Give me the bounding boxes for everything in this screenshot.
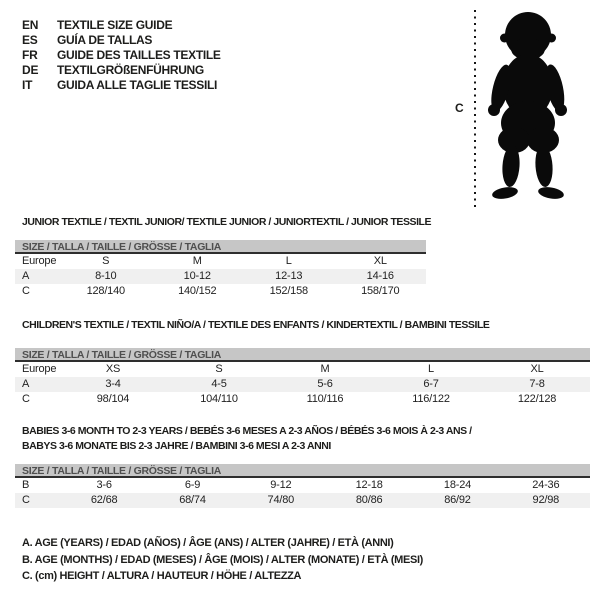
language-code: ES (22, 33, 38, 47)
table-row (15, 392, 590, 407)
height-cell: 116/122 (412, 393, 450, 405)
age-cell: 3-6 (96, 479, 112, 491)
table-row (15, 284, 426, 299)
height-cell: 122/128 (517, 393, 557, 405)
row-label: Europe (22, 363, 57, 375)
guide-title-fr: GUIDE DES TAILLES TEXTILE (57, 48, 221, 62)
size-header-cell: M (192, 255, 202, 267)
measure-c-label: C (455, 101, 464, 115)
table-row (15, 269, 426, 284)
table-row (15, 478, 590, 493)
height-measure-dotted-line (474, 10, 476, 207)
age-cell: 3-4 (105, 378, 121, 390)
age-cell: 24-36 (532, 479, 560, 491)
guide-title-de: TEXTILGRÖßENFÜHRUNG (57, 63, 204, 77)
row-label: A (22, 270, 30, 282)
size-header-cell: XS (105, 363, 121, 375)
size-header-cell: XL (373, 255, 387, 267)
size-header-cell: S (102, 255, 110, 267)
row-label: C (22, 494, 30, 506)
legend-row-fr (22, 48, 221, 63)
junior-section-heading: JUNIOR TEXTILE / TEXTIL JUNIOR/ TEXTILE JUNIOR / JUNIORTEXTIL / JUNIOR TESSILE (22, 216, 432, 228)
row-label: C (22, 393, 30, 405)
babies-heading-line2: BABYS 3-6 MONATE BIS 2-3 JAHRE / BAMBINI 3-6 MESI A 2-3 ANNI (22, 440, 331, 452)
junior-size-table (15, 240, 426, 299)
legend-row-en (22, 18, 221, 33)
table-row (15, 377, 590, 392)
height-cell: 110/116 (306, 393, 344, 405)
language-code: IT (22, 78, 33, 92)
row-label: A (22, 378, 30, 390)
height-cell: 152/158 (269, 285, 308, 297)
legend-row-es (22, 33, 221, 48)
note-age-years: A. AGE (YEARS) / EDAD (AÑOS) / ÂGE (ANS) / ALTER (JAHRE) / ETÀ (ANNI) (22, 537, 394, 549)
language-code: FR (22, 48, 38, 62)
age-cell: 6-7 (423, 378, 439, 390)
children-size-bar: SIZE / TALLA / TAILLE / GRÖSSE / TAGLIA (15, 348, 590, 362)
table-row (15, 362, 590, 377)
height-cell: 104/110 (200, 393, 238, 405)
age-cell: 6-9 (184, 479, 201, 491)
babies-heading-line1: BABIES 3-6 MONTH TO 2-3 YEARS / BEBÉS 3-6 MESES A 2-3 AÑOS / BÉBÉS 3-6 MOIS À 2-3 ANS / (22, 425, 472, 437)
note-height-cm: C. (cm) HEIGHT / ALTURA / HAUTEUR / HÖHE / ALTEZZA (22, 570, 302, 582)
size-header-cell: S (215, 363, 223, 375)
height-cell: 68/74 (179, 494, 206, 506)
height-cell: 98/104 (96, 393, 130, 405)
height-cell: 158/170 (361, 285, 400, 297)
height-cell: 140/152 (178, 285, 217, 297)
age-cell: 4-5 (211, 378, 227, 390)
height-cell: 74/80 (267, 494, 295, 506)
size-header-cell: L (428, 363, 434, 375)
babies-section-heading (22, 424, 472, 454)
language-code: EN (22, 18, 39, 32)
row-label: C (22, 285, 30, 297)
row-label: B (22, 479, 30, 491)
age-cell: 18-24 (443, 479, 472, 491)
babies-size-table (15, 464, 590, 508)
table-row (15, 493, 590, 508)
note-age-months: B. AGE (MONTHS) / EDAD (MESES) / ÂGE (MOIS) / ALTER (MONATE) / ETÀ (MESI) (22, 553, 423, 566)
guide-title-it: GUIDA ALLE TAGLIE TESSILI (57, 78, 218, 92)
legend-notes (22, 535, 423, 585)
height-cell: 62/68 (90, 494, 118, 506)
height-cell: 86/92 (444, 494, 471, 506)
guide-title-es: GUÍA DE TALLAS (57, 33, 153, 47)
age-cell: 5-6 (317, 378, 333, 390)
legend-row-de (22, 63, 221, 78)
baby-silhouette (481, 8, 573, 206)
legend-row-it (22, 78, 221, 93)
height-cell: 80/86 (355, 494, 383, 506)
age-cell: 8-10 (95, 270, 117, 282)
size-header-cell: L (285, 255, 292, 267)
children-section-heading: CHILDREN'S TEXTILE / TEXTIL NIÑO/A / TEXTILE DES ENFANTS / KINDERTEXTIL / BAMBINI TESSILE (22, 319, 490, 331)
age-cell: 10-12 (183, 270, 211, 282)
guide-title-en: TEXTILE SIZE GUIDE (57, 18, 173, 32)
size-header-cell: M (320, 363, 330, 375)
age-cell: 7-8 (529, 378, 545, 390)
height-cell: 128/140 (86, 285, 125, 297)
language-legend (22, 18, 221, 93)
height-cell: 92/98 (532, 494, 560, 506)
age-cell: 14-16 (366, 270, 394, 282)
size-header-cell: XL (530, 363, 544, 375)
age-cell: 12-13 (275, 270, 303, 282)
table-row (15, 254, 426, 269)
age-cell: 12-18 (355, 479, 383, 491)
babies-size-bar: SIZE / TALLA / TAILLE / GRÖSSE / TAGLIA (15, 464, 590, 478)
children-size-table (15, 348, 590, 407)
age-cell: 9-12 (270, 479, 292, 491)
row-label: Europe (22, 255, 57, 267)
language-code: DE (22, 63, 39, 77)
junior-size-bar: SIZE / TALLA / TAILLE / GRÖSSE / TAGLIA (15, 240, 426, 254)
